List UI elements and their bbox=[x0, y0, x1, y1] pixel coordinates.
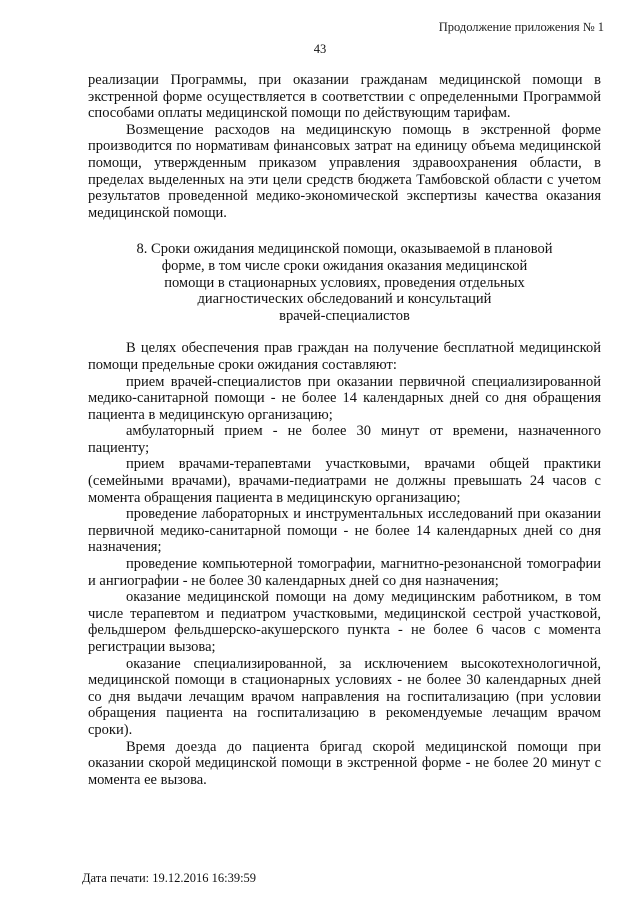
appendix-continuation-label: Продолжение приложения № 1 bbox=[438, 20, 604, 34]
section-heading-line: врачей-специалистов bbox=[279, 307, 410, 324]
section-heading-line: 8. Сроки ожидания медицинской помощи, оказываемой в плановой bbox=[136, 241, 553, 258]
paragraph: реализации Программы, при оказании гражданам медицинской помощи в экстренной форме осуществляется в соответствии с определенными Программой способами оплаты медицинской помощи по действующим тарифам. bbox=[88, 72, 601, 122]
document-body bbox=[88, 72, 601, 788]
list-item: проведение компьютерной томографии, магнитно-резонансной томографии и ангиографии - не более 30 календарных дней со дня назначения; bbox=[88, 556, 601, 589]
page-number: 43 bbox=[313, 42, 327, 56]
paragraph: Время доезда до пациента бригад скорой медицинской помощи при оказании скорой медицинской помощи в экстренной форме - не более 20 минут с момента ее вызова. bbox=[88, 738, 601, 788]
list-item: оказание специализированной, за исключением высокотехнологичной, медицинской помощи в стационарных условиях - не более 30 календарных дней со дня выдачи лечащим врачом направления на госпитализацию (при условии обращения пациента на госпитализацию в рекомендуемые лечащим врачом сроки). bbox=[88, 655, 601, 738]
print-date: Дата печати: 19.12.2016 16:39:59 bbox=[82, 871, 257, 885]
paragraph: Возмещение расходов на медицинскую помощь в экстренной форме производится по нормативам финансовых затрат на единицу объема медицинской помощи, утвержденным приказом управления здравоохранения области, в пределах выделенных на эти цели средств бюджета Тамбовской области с учетом результатов проведенной медико-экономической экспертизы качества оказания медицинской помощи. bbox=[88, 121, 601, 221]
section-heading-line: форме, в том числе сроки ожидания оказания медицинской bbox=[161, 257, 528, 274]
section-heading-line: диагностических обследований и консультаций bbox=[197, 291, 492, 308]
list-item: оказание медицинской помощи на дому медицинским работником, в том числе терапевтом и педиатром участковыми, медицинской сестрой участковой, фельдшером фельдшерско-акушерского пункта - не более 6 часов с момента регистрации вызова; bbox=[88, 589, 601, 655]
section-heading bbox=[88, 241, 601, 324]
list-item: амбулаторный прием - не более 30 минут от времени, назначенного пациенту; bbox=[88, 423, 601, 456]
list-item: проведение лабораторных и инструментальных исследований при оказании первичной медико-санитарной помощи - не более 14 календарных дней со дня назначения; bbox=[88, 506, 601, 556]
section-heading-line: помощи в стационарных условиях, проведения отдельных bbox=[164, 274, 525, 291]
paragraph: В целях обеспечения прав граждан на получение бесплатной медицинской помощи предельные сроки ожидания составляют: bbox=[88, 340, 601, 373]
list-item: прием врачей-специалистов при оказании первичной специализированной медико-санитарной помощи - не более 14 календарных дней со дня обращения пациента в медицинскую организацию; bbox=[88, 373, 601, 423]
list-item: прием врачами-терапевтами участковыми, врачами общей практики (семейными врачами), врачами-педиатрами не должны превышать 24 часов с момента обращения пациента в медицинскую организацию; bbox=[88, 456, 601, 506]
